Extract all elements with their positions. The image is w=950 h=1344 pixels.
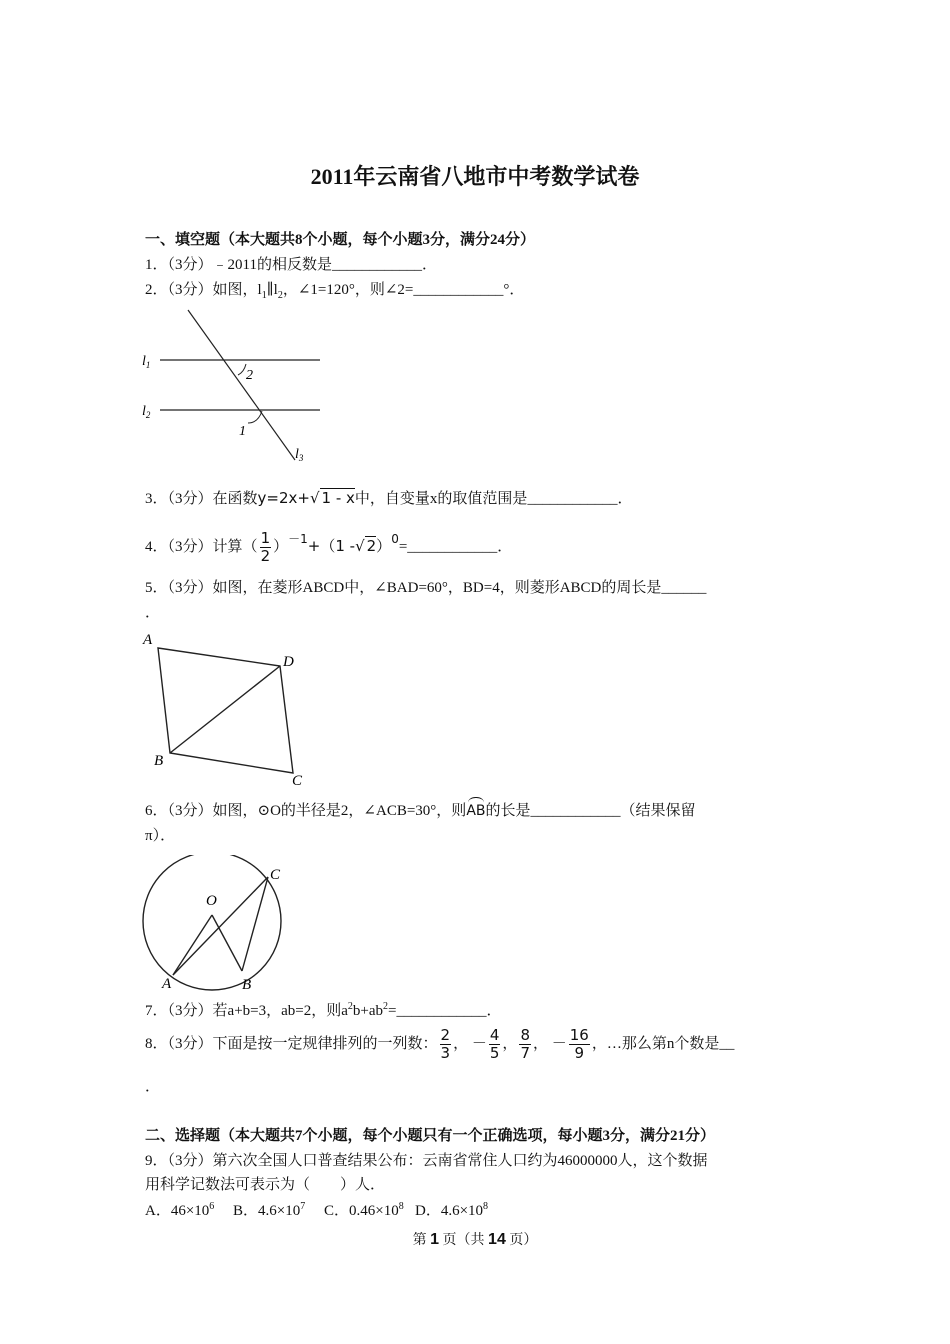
section-2-heading: 二、选择题（本大题共7个小题，每个小题只有一个正确选项，每小题3分，满分21分） <box>145 1128 716 1144</box>
question-7: 7．（3分）若a+b=3，ab=2，则$a^2b+ab^2=\_\_\_\_\_\_\_\_\_\_\_\_$． <box>145 1001 502 1019</box>
question-9-options <box>145 1199 488 1220</box>
option-d: D．$4.6\times 10^8$ <box>414 1201 489 1219</box>
question-9-line2: 用科学记数法可表示为（ ）人． <box>145 1177 386 1193</box>
question-3: 3．（3分）在函数y=2x+√ 1 - x中，自变量x的取值范围是____________． <box>145 489 633 507</box>
svg-text:C: C <box>270 867 281 883</box>
question-4: 4．（3分）计算（ $\frac{1}{2}$ ）$^{-1}$+（1 -√ 2）$^0$=____________． <box>145 529 513 566</box>
figure-parallel-lines <box>140 305 330 465</box>
page-title: 2011年云南省八地市中考数学试卷 <box>310 164 640 189</box>
option-c: C．$0.46\times 10^8$ <box>324 1201 404 1219</box>
circle-o <box>143 855 281 990</box>
svg-text:2: 2 <box>246 368 253 383</box>
svg-text:C: C <box>292 773 303 788</box>
question-6-end: π）． <box>145 828 176 844</box>
question-5-end: ． <box>145 605 161 621</box>
svg-text:l2: $l_2$ <box>142 404 151 420</box>
svg-text:B: B <box>154 753 164 769</box>
svg-text:A: A <box>143 632 153 648</box>
option-b: B．$4.6\times 10^7$ <box>233 1201 306 1219</box>
svg-text:B: B <box>242 977 252 993</box>
question-8-end: ． <box>145 1079 161 1095</box>
svg-text:O: O <box>206 893 217 909</box>
page-footer: 第 1 页（共 14 页） <box>412 1231 538 1248</box>
svg-text:1: 1 <box>239 424 246 439</box>
figure-circle <box>140 855 300 995</box>
option-a: A．$46\times 10^6$ <box>145 1201 215 1219</box>
question-2: 2．（3分）如图，$l_1\parallel l_2$，∠1=120°，则∠2=____________°． <box>145 282 525 301</box>
diagonal-bd <box>170 666 280 753</box>
svg-text:l1: $l_1$ <box>142 354 151 370</box>
svg-text:A: A <box>162 976 172 992</box>
arc-ab: AB <box>466 803 486 819</box>
question-8: 8．（3分）下面是按一定规律排列的一列数： $\frac{2}{3}$ ， － $\frac{4}{5}$ ， $\frac{8}{7}$ ， － $\frac{16}{9}$ ，…那么第n个数是__ <box>145 1026 735 1062</box>
figure-rhombus <box>140 628 315 788</box>
question-1: 1．（3分）﹣2011的相反数是____________． <box>145 257 437 273</box>
question-5: 5．（3分）如图，在菱形ABCD中，∠BAD=60°，BD=4，则菱形ABCD的周长是______ <box>145 580 707 596</box>
svg-text:D: D <box>283 654 294 670</box>
question-9: 9．（3分）第六次全国人口普查结果公布：云南省常住人口约为46000000人，这个数据 <box>145 1153 708 1169</box>
svg-text:l3: $l_3$ <box>295 447 304 463</box>
rhombus-abcd <box>158 648 293 773</box>
section-1-heading: 一、填空题（本大题共8个小题，每个小题3分，满分24分） <box>145 232 536 248</box>
question-6: 6．（3分）如图，⊙O的半径是2，∠ACB=30°，则AB的长是____________（结果保留 <box>145 803 696 819</box>
